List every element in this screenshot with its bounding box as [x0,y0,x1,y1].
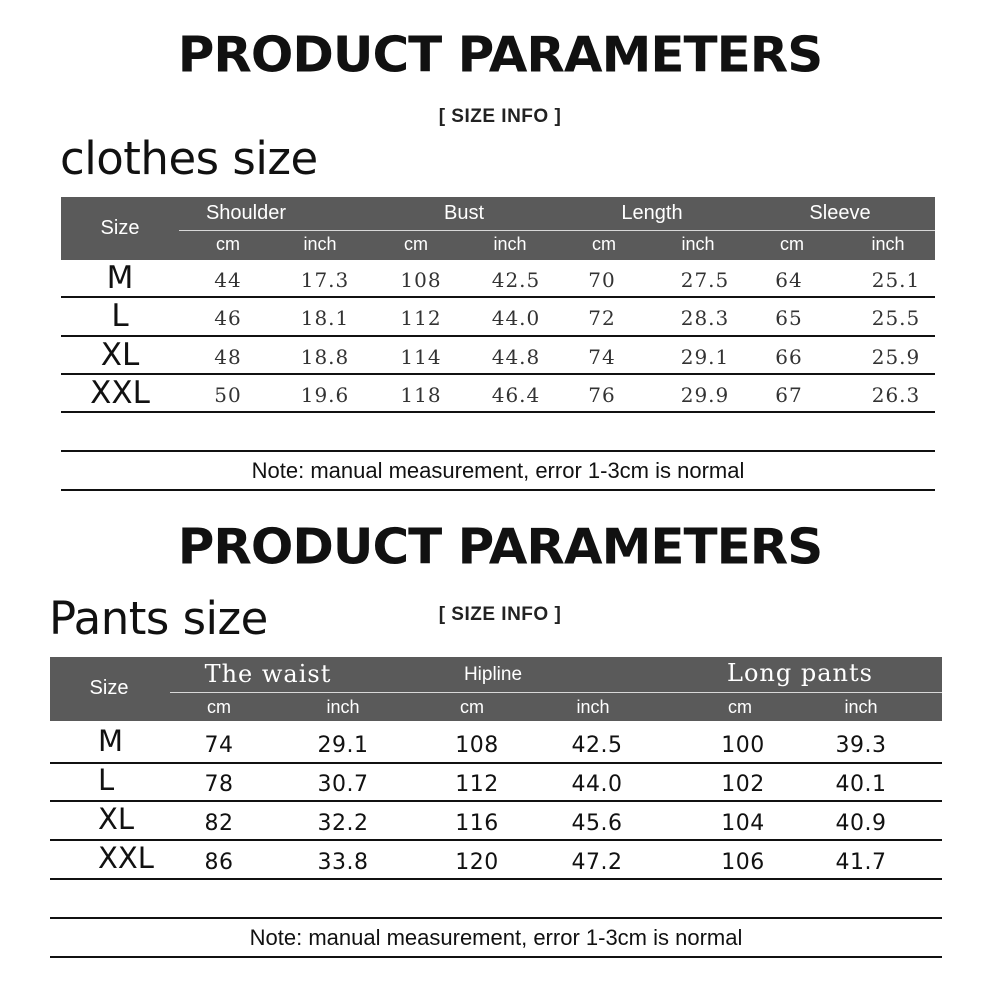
cell-waist-cm: 82 [204,811,234,836]
cell-hipline-inch: 42.5 [571,733,623,758]
cell-shoulder-inch: 18.1 [300,306,350,330]
header-unit-inch: inch [303,234,337,254]
cell-sleeve-cm: 64 [775,268,803,292]
cell-waist-inch: 30.7 [317,772,369,797]
cell-shoulder-inch: 18.8 [300,345,350,369]
cell-hipline-inch: 44.0 [571,772,623,797]
row-size: XXL [98,841,154,875]
cell-sleeve-inch: 26.3 [871,383,921,407]
cell-sleeve-inch: 25.5 [871,306,921,330]
header-long-pants: Long pants [727,659,873,687]
table-row [50,726,942,762]
header-waist: The waist [204,660,332,688]
header-unit-cm: cm [207,697,231,717]
cell-hipline-inch: 45.6 [571,811,623,836]
pants-size-info: [ SIZE INFO ] [438,604,562,625]
cell-bust-cm: 112 [400,306,442,330]
cell-shoulder-cm: 46 [214,306,242,330]
cell-long-pants-cm: 102 [721,772,765,797]
header-size: Size [89,677,129,699]
cell-long-pants-cm: 100 [721,733,765,758]
header-unit-cm: cm [728,697,752,717]
header-unit-cm: cm [592,234,616,254]
clothes-note: Note: manual measurement, error 1-3cm is normal [251,458,745,483]
header-sleeve: Sleeve [809,202,871,224]
header-unit-inch: inch [681,234,715,254]
row-divider [50,878,942,880]
cell-length-cm: 74 [588,345,616,369]
cell-hipline-cm: 108 [455,733,499,758]
header-unit-cm: cm [780,234,804,254]
cell-sleeve-cm: 66 [775,345,803,369]
cell-hipline-cm: 116 [455,811,499,836]
header-unit-inch: inch [871,234,905,254]
cell-waist-inch: 29.1 [317,733,369,758]
row-divider [50,956,942,958]
cell-bust-inch: 46.4 [491,383,541,407]
cell-long-pants-inch: 39.3 [835,733,887,758]
cell-waist-inch: 32.2 [317,811,369,836]
cell-sleeve-inch: 25.1 [871,268,921,292]
row-size: XXL [90,375,150,411]
header-length: Length [621,202,683,224]
cell-bust-cm: 118 [400,383,442,407]
cell-bust-cm: 108 [400,268,442,292]
cell-shoulder-cm: 48 [214,345,242,369]
cell-waist-cm: 86 [204,850,234,875]
header-unit-inch: inch [326,697,360,717]
cell-sleeve-cm: 65 [775,306,803,330]
cell-length-inch: 29.1 [680,345,730,369]
header-unit-inch: inch [844,697,878,717]
row-size: XL [98,802,135,836]
cell-bust-inch: 42.5 [491,268,541,292]
table-row [50,765,942,801]
header-divider [170,692,942,693]
cell-waist-cm: 74 [204,733,234,758]
header-unit-inch: inch [493,234,527,254]
cell-length-inch: 29.9 [680,383,730,407]
header-unit-inch: inch [576,697,610,717]
table-row [50,843,942,879]
cell-waist-inch: 33.8 [317,850,369,875]
row-size: L [111,298,129,334]
table-row [50,804,942,840]
clothes-title: PRODUCT PARAMETERS [177,26,823,84]
header-unit-cm: cm [404,234,428,254]
cell-shoulder-inch: 19.6 [300,383,350,407]
cell-shoulder-inch: 17.3 [300,268,350,292]
cell-hipline-cm: 112 [455,772,499,797]
cell-bust-inch: 44.0 [491,306,541,330]
cell-long-pants-inch: 40.9 [835,811,887,836]
cell-length-inch: 27.5 [680,268,730,292]
cell-length-inch: 28.3 [680,306,730,330]
cell-waist-cm: 78 [204,772,234,797]
pants-note: Note: manual measurement, error 1-3cm is normal [249,925,743,950]
cell-long-pants-cm: 106 [721,850,765,875]
clothes-size-info: [ SIZE INFO ] [438,106,562,127]
header-unit-cm: cm [216,234,240,254]
header-unit-cm: cm [460,697,484,717]
cell-length-cm: 76 [588,383,616,407]
cell-sleeve-cm: 67 [775,383,803,407]
cell-hipline-cm: 120 [455,850,499,875]
header-hipline: Hipline [463,664,523,685]
row-size: XL [100,337,140,373]
cell-sleeve-inch: 25.9 [871,345,921,369]
header-shoulder: Shoulder [205,202,287,224]
row-size: M [106,260,134,296]
row-size: M [98,724,124,758]
row-size: L [98,763,115,797]
clothes-size-label: clothes size [60,132,318,185]
pants-size-label: Pants size [49,592,268,645]
cell-length-cm: 72 [588,306,616,330]
cell-shoulder-cm: 44 [214,268,242,292]
cell-long-pants-inch: 40.1 [835,772,887,797]
header-size: Size [100,217,140,239]
row-divider [50,917,942,919]
cell-bust-cm: 114 [400,345,442,369]
header-bust: Bust [443,202,485,224]
cell-long-pants-cm: 104 [721,811,765,836]
cell-long-pants-inch: 41.7 [835,850,887,875]
pants-title: PRODUCT PARAMETERS [177,518,823,576]
cell-length-cm: 70 [588,268,616,292]
cell-bust-inch: 44.8 [491,345,541,369]
cell-hipline-inch: 47.2 [571,850,623,875]
cell-shoulder-cm: 50 [214,383,242,407]
